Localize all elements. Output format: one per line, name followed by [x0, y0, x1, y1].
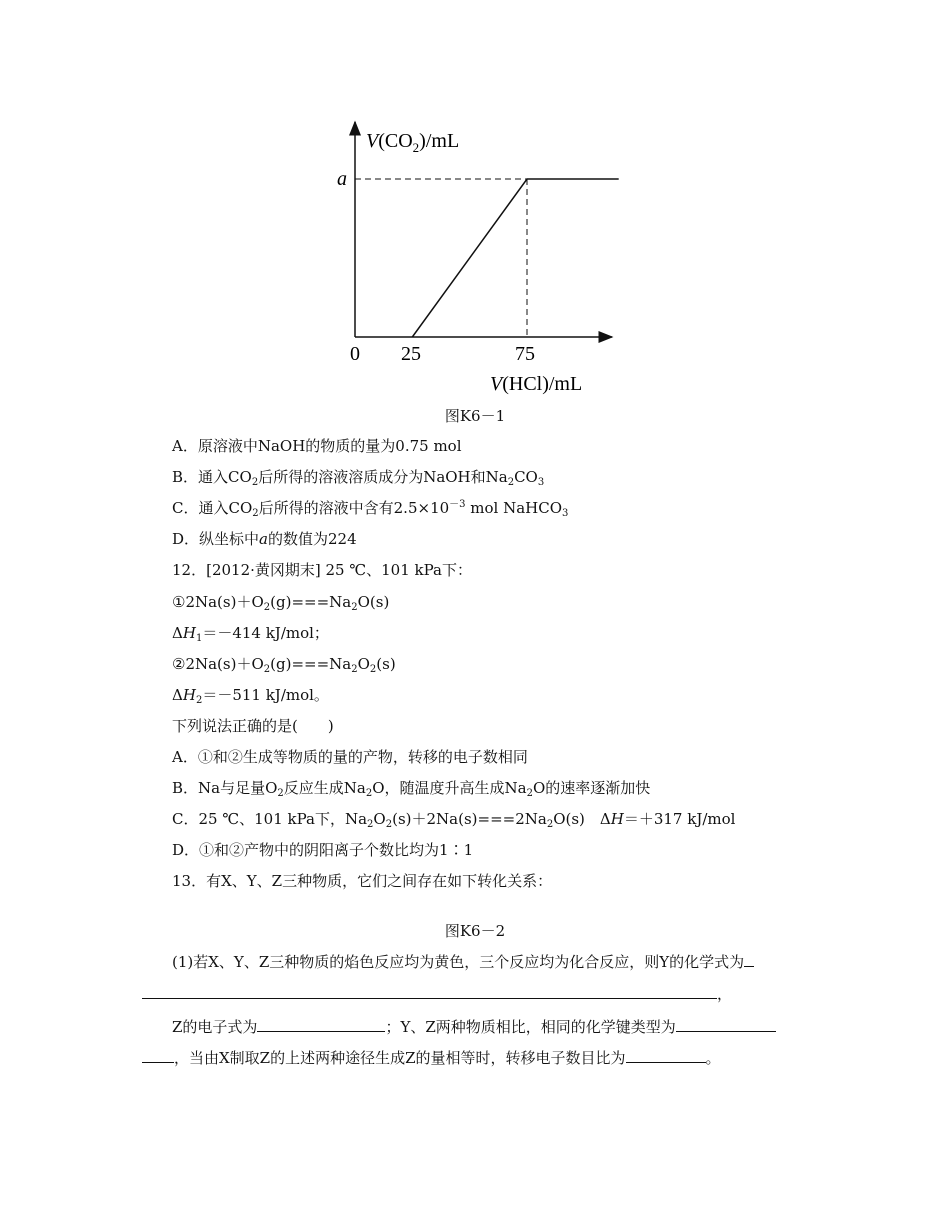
q13-part1: (1)若X、Y、Z三种物质的焰色反应均为黄色，三个反应均为化合反应，则Y的化学式为 — [172, 950, 754, 972]
q11-option-c: C．通入$CO_2$后所得的溶液中含有$2.5\times 10^{-3}$ mol NaHCO$_3$ — [172, 499, 569, 519]
q13-stem: 13．有X、Y、Z三种物质，它们之间存在如下转化关系： — [172, 872, 553, 890]
q12-enthalpy-2: $\Delta H_2=-511$ kJ/mol。 — [172, 686, 329, 706]
q12-equation-2: $②2Na(s)+O_2(g)===Na_2O_2(s)$ — [172, 655, 396, 675]
q12-enthalpy-1: $\Delta H_1=-414$ kJ/mol； — [172, 624, 329, 644]
q12-stem: 12．[2012·黄冈期末] 25 ℃、101 kPa下： — [172, 561, 472, 579]
x-tick-25: 25 — [401, 343, 421, 365]
answer-blank-bond-type[interactable] — [676, 1015, 776, 1032]
answer-blank-bond-type-cont[interactable] — [142, 1046, 174, 1063]
q12-question: 下列说法正确的是( ) — [172, 717, 334, 735]
q12-equation-1: $①2Na(s)+O_2(g)===Na_2O(s)$ — [172, 593, 390, 613]
q11-option-b: B．通入$CO_2$后所得的溶液溶质成分为NaOH和$Na_2CO_3$ — [172, 468, 545, 488]
answer-blank-electron-ratio[interactable] — [626, 1046, 706, 1063]
series-line — [412, 179, 618, 337]
figure-k6-1 — [320, 112, 640, 402]
answer-blank-y-formula[interactable] — [142, 982, 717, 999]
figure-caption-k6-1: 图K6－1 — [444, 407, 506, 425]
y-axis-label: $V(CO_2)/mL$ — [366, 130, 460, 155]
q11-option-a: A．原溶液中NaOH的物质的量为0.75 mol — [172, 437, 462, 455]
q12-option-b: B．Na与足量$O_2$反应生成$Na_2O$，随温度升高生成$Na_2O$的速率逐渐加快 — [172, 779, 651, 799]
q13-part1-line2: ， — [142, 982, 732, 1004]
x-tick-0: 0 — [350, 343, 360, 365]
x-axis-label: V(HCl)/mL — [490, 373, 583, 395]
x-tick-75: 75 — [515, 343, 535, 365]
y-tick-a: a — [337, 168, 347, 190]
figure-caption-k6-2: 图K6－2 — [444, 922, 506, 940]
answer-blank-y-start[interactable] — [744, 950, 754, 967]
answer-blank-z-electron[interactable] — [257, 1015, 385, 1032]
chart-svg — [320, 112, 640, 402]
q12-option-c: C．25 ℃、101 kPa下，$Na_2O_2(s)+2Na(s)===2Na_2O(s)$ ΔH＝＋317 kJ/mol — [172, 810, 736, 830]
q11-option-d: D．纵坐标中a的数值为224 — [172, 530, 357, 548]
q12-option-d: D．①和②产物中的阴阳离子个数比均为1∶1 — [172, 841, 474, 859]
q13-part3: ，当由X制取Z的上述两种途径生成Z的量相等时，转移电子数目比为 。 — [142, 1046, 721, 1068]
q13-part2: Z的电子式为 ；Y、Z两种物质相比，相同的化学键类型为 — [172, 1015, 776, 1037]
q12-option-a: A．①和②生成等物质的量的产物，转移的电子数相同 — [172, 748, 528, 766]
